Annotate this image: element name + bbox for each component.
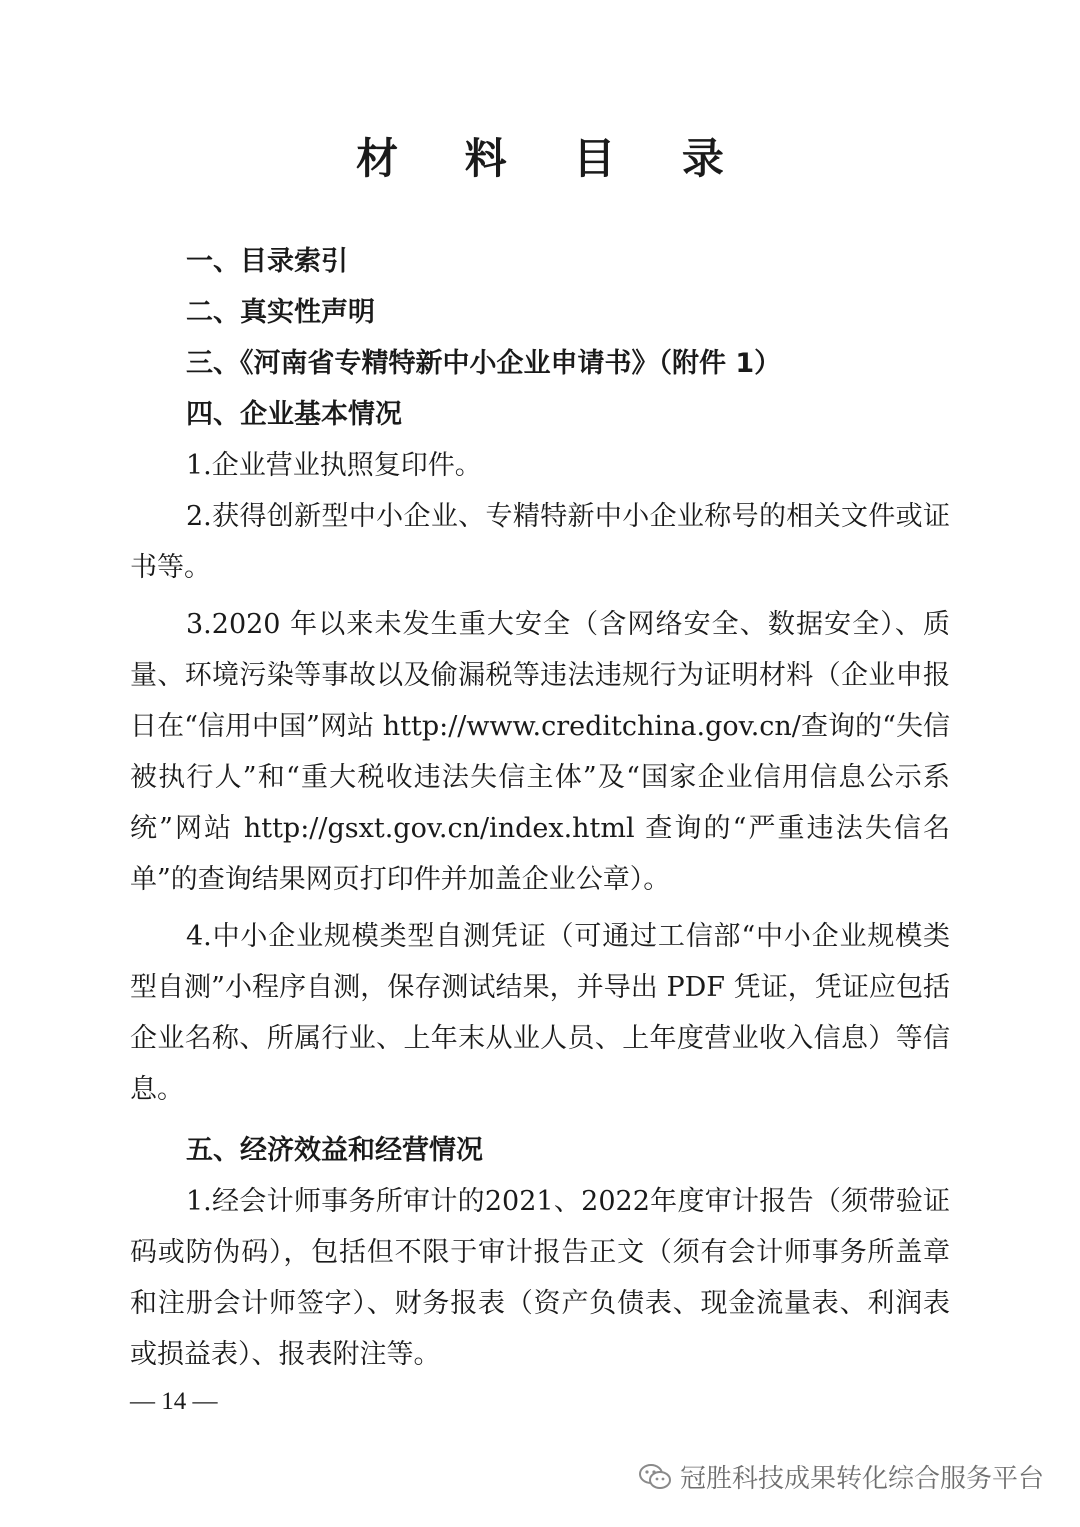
section-heading-5: 五、经济效益和经营情况 bbox=[186, 1135, 483, 1166]
paragraph-4-3: 3.2020 年以来未发生重大安全（含网络安全、数据安全）、质量、环境污染等事故以及偷漏税等违法违规行为证明材料（企业申报日在“信用中国”网站 http://www.creditchina.gov.cn/查询的“失信被执行人”和“重大税收违法失信主体”及“国家企业信用信息公示系统”网站 http://gsxt.gov.cn/index.html 查询的“严重违法失信名单”的查询结果网页打印件并加盖企业公章）。 bbox=[130, 609, 950, 895]
wechat-icon bbox=[638, 1462, 672, 1492]
paragraph-4-4: 4.中小企业规模类型自测凭证（可通过工信部“中小企业规模类型自测”小程序自测，保存测试结果，并导出 PDF 凭证，凭证应包括企业名称、所属行业、上年末从业人员、上年度营业收入信息）等信息。 bbox=[130, 921, 950, 1105]
watermark-text: 冠胜科技成果转化综合服务平台 bbox=[679, 1464, 1044, 1494]
section-heading-4: 四、企业基本情况 bbox=[186, 399, 402, 430]
paragraph-4-2: 2.获得创新型中小企业、专精特新中小企业称号的相关文件或证书等。 bbox=[130, 501, 950, 583]
document-title: 材 料 目 录 bbox=[356, 134, 750, 183]
section-heading-3: 三、《河南省专精特新中小企业申请书》（附件 1） bbox=[186, 348, 782, 379]
paragraph-4-1: 1.企业营业执照复印件。 bbox=[186, 450, 482, 481]
watermark bbox=[638, 1458, 1044, 1495]
section-heading-2: 二、真实性声明 bbox=[186, 297, 375, 328]
page-number: — 14 — bbox=[130, 1388, 218, 1415]
document-body bbox=[130, 236, 950, 1380]
paragraph-5-1: 1.经会计师事务所审计的2021、2022年度审计报告（须带验证码或防伪码），包括但不限于审计报告正文（须有会计师事务所盖章和注册会计师签字）、财务报表（资产负债表、现金流量表、利润表或损益表）、报表附注等。 bbox=[130, 1186, 950, 1370]
section-heading-1: 一、目录索引 bbox=[186, 246, 348, 277]
